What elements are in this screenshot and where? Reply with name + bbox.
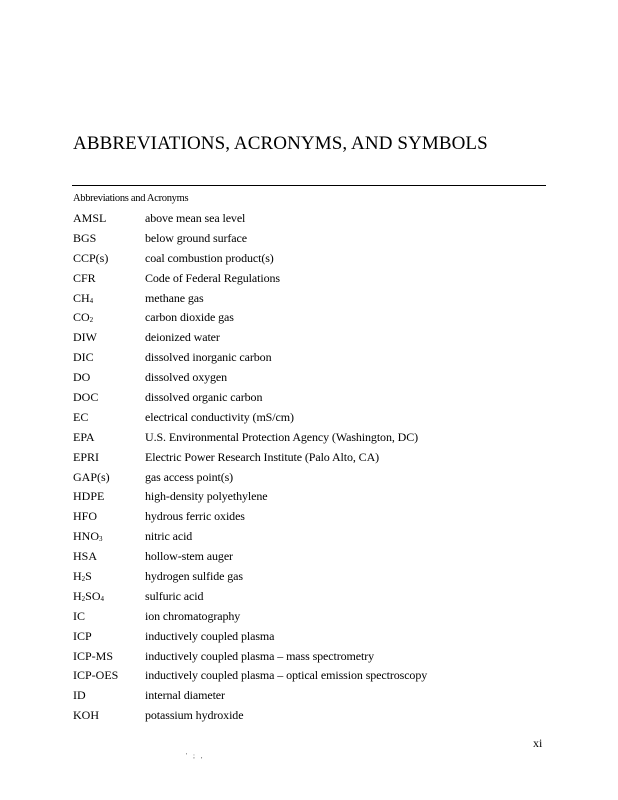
definition: gas access point(s) [145,469,234,484]
abbreviation: DO [73,370,91,385]
abbreviation: H2SO4 [73,588,105,603]
abbreviation: BGS [73,230,97,245]
abbreviation: CO2 [73,310,94,325]
abbreviation: EC [73,409,89,424]
list-item [73,308,427,328]
list-item [73,229,427,249]
abbreviation: AMSL [73,211,107,225]
abbreviation: ICP [73,628,92,643]
list-item [73,428,427,448]
list-item [73,647,427,667]
definition: inductively coupled plasma – mass spectrometry [145,648,375,663]
list-item [73,368,427,388]
abbreviation: EPRI [73,449,100,464]
definition: dissolved oxygen [145,370,228,385]
definition: high-density polyethylene [145,489,268,504]
list-item [73,666,427,686]
list-item [73,249,427,269]
list-item [73,507,427,527]
list-item [73,468,427,488]
abbreviation: DIW [73,330,97,345]
list-item [73,527,427,547]
list-item [73,607,427,627]
definition: carbon dioxide gas [145,310,234,325]
list-item [73,686,427,706]
definition: internal diameter [145,688,225,703]
definition: below ground surface [145,230,247,245]
abbreviation: ID [73,688,86,703]
list-item [73,567,427,587]
page-number: xi [533,736,543,750]
section-heading: Abbreviations and Acronyms [73,193,189,204]
definition: sulfuric acid [145,588,204,603]
abbreviation: DIC [73,350,94,365]
list-item [73,289,427,309]
definition: Electric Power Research Institute (Palo Alto, CA) [145,449,380,464]
definition: hollow-stem auger [145,549,233,564]
abbreviation: DOC [73,390,99,405]
list-item [73,547,427,567]
definition: deionized water [145,330,220,345]
definition: ion chromatography [145,608,241,623]
definition: hydrogen sulfide gas [145,569,243,584]
definition: inductively coupled plasma – optical emission spectroscopy [145,668,428,683]
list-item [73,587,427,607]
definition: methane gas [145,290,204,305]
abbreviation: HFO [73,509,98,524]
abbreviation: ICP-OES [73,668,119,683]
abbreviation-list [73,209,427,726]
list-item [73,487,427,507]
definition: above mean sea level [145,211,246,225]
list-item [73,269,427,289]
page-title: ABBREVIATIONS, ACRONYMS, AND SYMBOLS [73,133,488,154]
definition: nitric acid [145,529,193,544]
list-item [73,209,427,229]
list-item [73,348,427,368]
list-item [73,627,427,647]
definition: dissolved organic carbon [145,390,263,405]
definition: electrical conductivity (mS/cm) [145,409,294,424]
definition: U.S. Environmental Protection Agency (Washington, DC) [145,429,419,444]
abbreviation: CCP(s) [73,250,109,265]
list-item [73,328,427,348]
abbreviation: HDPE [73,489,105,504]
abbreviation: IC [73,608,85,623]
abbreviation: KOH [73,708,99,723]
list-item [73,388,427,408]
definition: inductively coupled plasma [145,628,275,643]
list-item [73,706,427,726]
abbreviation: HSA [73,549,98,564]
abbreviation: HNO3 [73,529,103,544]
abbreviation: H2S [73,569,92,584]
footer-marks: ' ; , [186,752,205,760]
definition: Code of Federal Regulations [145,270,280,285]
abbreviation: CH4 [73,290,94,305]
definition: hydrous ferric oxides [145,509,245,524]
list-item [73,408,427,428]
abbreviation: ICP-MS [73,648,114,663]
definition: coal combustion product(s) [145,250,274,265]
abbreviation: CFR [73,270,96,285]
definition: potassium hydroxide [145,708,244,723]
horizontal-rule [72,185,546,186]
abbreviation: EPA [73,429,95,444]
definition: dissolved inorganic carbon [145,350,272,365]
abbreviation: GAP(s) [73,469,110,484]
list-item [73,448,427,468]
